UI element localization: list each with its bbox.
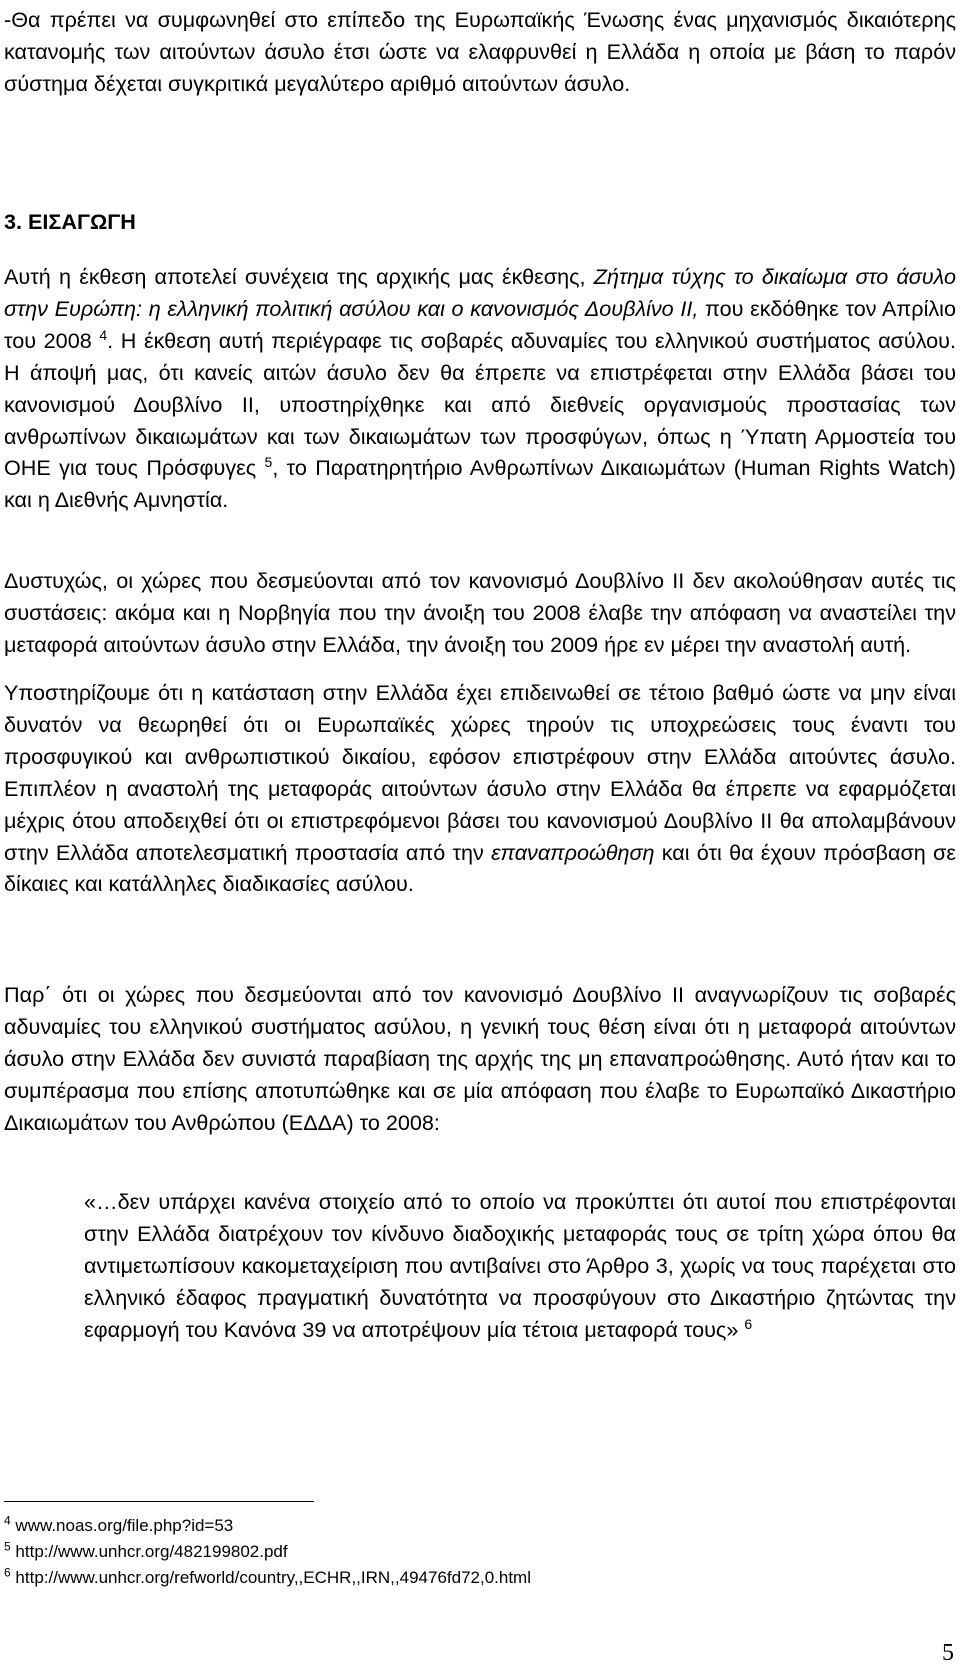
report-title: Ζήτημα τύχης το δικαίωμα στο άσυλο στην Ευρώπη: η ελληνική πολιτική ασύλου και ο κανονισμός Δουβλίνο ΙΙ, bbox=[4, 264, 957, 321]
footnote-number: 6 bbox=[4, 1565, 11, 1580]
section-heading: 3. ΕΙΣΑΓΩΓΗ bbox=[4, 209, 136, 234]
argument-paragraph bbox=[4, 677, 956, 900]
intro-section-paragraph bbox=[4, 261, 956, 516]
quote-text: «…δεν υπάρχει κανένα στοιχείο από το οποίο να προκύπτει ότι αυτοί που επιστρέφονται στην Ελλάδα διατρέχουν τον κίνδυνο διαδοχικής μεταφοράς τους σε τρίτη χώρα όπου θα αντιμετωπίσουν κακομεταχείριση που αντιβαίνει στο Άρθρο 3, χωρίς να τους παρέχεται στο ελληνικό έδαφος πραγματική δυνατότητα να προσφύγουν στο Δικαστήριο ζητώντας την εφαρμογή του Κανόνα 39 να αποτρέψουν μία τέτοια μεταφορά τους» bbox=[84, 1189, 956, 1342]
footnote-4 bbox=[4, 1515, 233, 1537]
footnote-ref-5[interactable]: 5 bbox=[264, 454, 273, 471]
footnote-ref-4[interactable]: 4 bbox=[99, 326, 108, 343]
footnote-divider bbox=[4, 1501, 314, 1502]
page-number: 5 bbox=[942, 1640, 954, 1666]
refoulement-term: επαναπροώθηση bbox=[491, 839, 655, 865]
footnote-link[interactable]: www.noas.org/file.php?id=53 bbox=[15, 1516, 234, 1535]
footnote-5 bbox=[4, 1541, 288, 1563]
para3-text-2: και ότι θα έχουν πρόσβαση σε δίκαιες και κατάλληλες διαδικασίες ασύλου. bbox=[4, 839, 956, 897]
court-quote bbox=[84, 1186, 956, 1346]
para1-text-3: . Η έκθεση αυτή περιέγραφε τις σοβαρές αδυναμίες του ελληνικού συστήματος ασύλου. Η άποψή μας, ότι κανείς αιτών άσυλο δεν θα έπρεπε να επιστρέφεται στην Ελλάδα βάσει του κανονισμού Δουβλίνο ΙΙ, υποστηρίχθηκε και από διεθνείς οργανισμούς προστασίας των ανθρωπίνων δικαιωμάτων και των δικαιωμάτων των προσφύγων, όπως η Ύπατη Αρμοστεία του ΟΗΕ για τους Πρόσφυγες bbox=[4, 327, 956, 481]
court-paragraph bbox=[4, 979, 956, 1139]
para1-text-1: Αυτή η έκθεση αποτελεί συνέχεια της αρχικής μας έκθεσης, bbox=[4, 264, 594, 289]
para4-text: Παρ΄ ότι οι χώρες που δεσμεύονται από τον κανονισμό Δουβλίνο ΙΙ αναγνωρίζουν τις σοβαρές αδυναμίες του ελληνικού συστήματος ασύλου, η γενική τους θέση είναι ότι η μεταφορά αιτούντων άσυλο στην Ελλάδα δεν συνιστά παραβίαση της αρχής της μη επαναπροώθησης. Αυτό ήταν και το συμπέρασμα που επίσης αποτυπώθηκε και σε μία απόφαση που έλαβε το Ευρωπαϊκό Δικαστήριο Δικαιωμάτων του Ανθρώπου (ΕΔΔΑ) το 2008: bbox=[4, 982, 956, 1135]
footnote-link[interactable]: http://www.unhcr.org/482199802.pdf bbox=[15, 1542, 288, 1561]
para2-text: Δυστυχώς, οι χώρες που δεσμεύονται από τον κανονισμό Δουβλίνο ΙΙ δεν ακολούθησαν αυτές τις συστάσεις: ακόμα και η Νορβηγία που την άνοιξη του 2008 έλαβε την απόφαση να αναστείλει την μεταφορά αιτούντων άσυλο στην Ελλάδα, την άνοιξη του 2009 ήρε εν μέρει την αναστολή αυτή. bbox=[4, 568, 956, 657]
footnote-number: 4 bbox=[4, 1513, 11, 1528]
para1-text-4: , το Παρατηρητήριο Ανθρωπίνων Δικαιωμάτων (Human Rights Watch) και η Διεθνής Αμνηστία. bbox=[4, 455, 956, 513]
footnote-link[interactable]: http://www.unhcr.org/refworld/country,,ECHR,,IRN,,49476fd72,0.html bbox=[15, 1568, 531, 1587]
para1-text-2: που εκδόθηκε τον Απρίλιο του 2008 bbox=[4, 295, 956, 353]
recommendations-paragraph bbox=[4, 565, 956, 661]
footnote-ref-6[interactable]: 6 bbox=[744, 1315, 753, 1332]
footnote-6 bbox=[4, 1567, 531, 1589]
intro-paragraph bbox=[4, 4, 956, 100]
footnote-number: 5 bbox=[4, 1539, 11, 1554]
intro-text: -Θα πρέπει να συμφωνηθεί στο επίπεδο της Ευρωπαϊκής Ένωσης ένας μηχανισμός δικαιότερης κατανομής των αιτούντων άσυλο έτσι ώστε να ελαφρυνθεί η Ελλάδα η οποία με βάση το παρόν σύστημα δέχεται συγκριτικά μεγαλύτερο αριθμό αιτούντων άσυλο. bbox=[4, 7, 956, 96]
para3-text-1: Υποστηρίζουμε ότι η κατάσταση στην Ελλάδα έχει επιδεινωθεί σε τέτοιο βαθμό ώστε να μην είναι δυνατόν να θεωρηθεί ότι οι Ευρωπαϊκές χώρες τηρούν τις υποχρεώσεις τους έναντι του προσφυγικού και ανθρωπιστικού δικαίου, εφόσον επιστρέφουν στην Ελλάδα αιτούντες άσυλο. Επιπλέον η αναστολή της μεταφοράς αιτούντων άσυλο στην Ελλάδα θα έπρεπε να εφαρμόζεται μέχρις ότου αποδειχθεί ότι οι επιστρεφόμενοι βάσει του κανονισμού Δουβλίνο ΙΙ θα απολαμβάνουν στην Ελλάδα αποτελεσματική προστασία από την bbox=[4, 680, 956, 865]
